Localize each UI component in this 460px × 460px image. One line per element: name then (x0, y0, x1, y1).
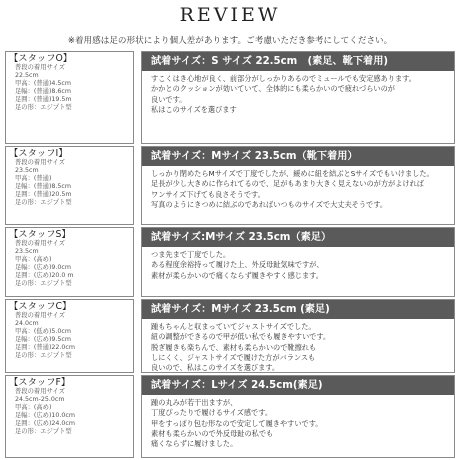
review-panel (141, 227, 455, 297)
comment-line: 踵もちゃんと収まっていてジャストサイズでした。 (151, 322, 316, 331)
comment-line: つま先まで丁度でした。 (151, 250, 231, 259)
staff-spec-line: 甲高：(高め) (15, 256, 52, 263)
comment-line: 脱ぎ履きも楽ちんで、素材も柔らかいので靴擦れも (151, 342, 317, 352)
tried-size-bar: 試着サイズ：Mサイズ 23.5cm (素足) (142, 300, 454, 319)
tried-size-bar: 試着サイズ：Lサイズ 24.5cm(素足) (142, 376, 454, 395)
tried-size-bar: 試着サイズ：Mサイズ 23.5cm（靴下着用） (142, 147, 454, 166)
staff-spec-line: 足幅：(普通)8.6cm (15, 88, 72, 95)
staff-profile (5, 227, 134, 297)
staff-profile (5, 299, 134, 373)
review-row (5, 51, 455, 144)
staff-spec-line: 普段の着用サイズ (15, 64, 65, 71)
staff-spec-line: 足の形：エジプト型 (15, 199, 72, 206)
staff-spec-line: 足幅：(広め)9.0cm (15, 264, 72, 271)
staff-spec-line: 普段の着用サイズ (15, 312, 65, 319)
review-panel (141, 51, 455, 144)
comment-line: 痛くならずに履けました。 (151, 439, 238, 449)
staff-spec-line: 23.5cm (15, 167, 39, 174)
comment-line: ワンサイズ下げても良さそうです。 (151, 189, 265, 199)
staff-profile (5, 51, 134, 144)
staff-spec-line: 足の形：エジプト型 (15, 352, 72, 359)
staff-spec-line: 足幅：(普通)8.5cm (15, 183, 72, 190)
review-panel (141, 146, 455, 225)
staff-spec-line: 足囲：(広め)20.0 m (15, 272, 74, 279)
staff-name: 【スタッフO】 (9, 53, 73, 64)
comment-line: 良いです。 (151, 94, 187, 104)
review-row (5, 146, 455, 225)
review-comment (142, 71, 454, 115)
staff-spec-line: 普段の着用サイズ (15, 240, 65, 247)
staff-name: 【スタッフC】 (9, 301, 72, 312)
staff-profile (5, 375, 134, 458)
staff-spec-line: 足幅：(広め)9.5cm (15, 336, 72, 343)
review-row (5, 375, 455, 458)
staff-spec-line: 甲高：(普通) (15, 175, 52, 182)
staff-spec-line: 足の形：エジプト型 (15, 428, 72, 435)
comment-line: しにくく、ジャストサイズで履けた方がバランスも (151, 352, 316, 362)
comment-line: 良いので、私はこのサイズを選びます。 (151, 363, 280, 373)
comment-line: ある程度余裕持って履けた上、外反母趾気味ですが、 (151, 260, 324, 270)
staff-spec-line: 足の形：エジプト型 (15, 104, 72, 111)
staff-spec-line: 普段の着用サイズ (15, 159, 65, 166)
staff-profile (5, 146, 134, 225)
review-comment (142, 319, 454, 373)
fit-notice: ※着用感は足の形状により個人差があります。ご考慮いただき参考にしてください。 (67, 36, 393, 46)
staff-spec-line: 足囲：(普通)20.5m (15, 191, 72, 198)
staff-spec-line: 甲高：(普通)4.5cm (15, 80, 72, 87)
staff-spec-line: 24.0cm (15, 320, 39, 327)
review-row (5, 227, 455, 297)
staff-name: 【スタッフS】 (9, 229, 71, 240)
staff-spec-line: 23.5cm (15, 248, 39, 255)
staff-spec-line: 22.5cm (15, 72, 39, 79)
comment-line: 紐の調整ができるので甲が低い私でも履きやすいです。 (151, 332, 331, 342)
staff-spec-line: 足囲：(普通)22.0cm (15, 344, 76, 351)
comment-line: すこくはき心地が良く、前部分がしっかりあるのでミュールでも安定感あります。 (151, 74, 416, 83)
comment-line: しっかり閉めたらMサイズで丁度でしたが、緩めに紐を結ぶとSサイズでもいけました。 (151, 169, 434, 178)
review-comment (142, 247, 454, 281)
comment-line: 素材も柔らかいので外反母趾の私でも (151, 428, 274, 438)
staff-spec-line: 足の形：エジプト型 (15, 280, 72, 287)
tried-size-bar: 試着サイズ:Mサイズ 23.5cm（素足） (142, 228, 454, 247)
staff-spec-line: 足囲：(普通)19.5m (15, 96, 72, 103)
review-panel (141, 299, 455, 373)
comment-line: 丁度ぴったりで履けるサイズ感です。 (151, 408, 273, 418)
review-comment (142, 395, 454, 449)
comment-line: 甲をすっぽり包む形なので安定して履きやすいです。 (151, 418, 323, 428)
staff-spec-line: 甲高：(低め)5.0cm (15, 328, 72, 335)
staff-spec-line: 24.5cm-25.0cm (15, 396, 65, 403)
comment-line: かかとのクッションが効いていて、全体的にも柔らかいので疲れづらいのが (151, 84, 395, 94)
review-comment (142, 166, 454, 210)
comment-line: 踵の丸みが若干出ますが、 (151, 398, 238, 407)
staff-name: 【スタッフI】 (9, 148, 68, 159)
comment-line: 素材が柔らかいので痛くならず履きやすく感じます。 (151, 270, 323, 280)
review-panel (141, 375, 455, 458)
staff-spec-line: 甲高：(高め) (15, 404, 52, 411)
staff-name: 【スタッフF】 (9, 377, 71, 388)
comment-line: 写真のようにきつめに結ぶのであればいつものサイズで大丈夫そうです。 (151, 199, 388, 209)
staff-spec-line: 足幅：(広め)10.0cm (15, 412, 76, 419)
tried-size-bar: 試着サイズ：S サイズ 22.5cm (素足、靴下着用) (142, 52, 454, 71)
comment-line: 足長が少し大きめに作られてるので、足がもあまり大きく見えないのが方がよければ (151, 179, 424, 189)
staff-spec-line: 足囲：(広め)24.0cm (15, 420, 76, 427)
page-title: REVIEW (179, 4, 281, 26)
review-row (5, 299, 455, 373)
comment-line: 私はこのサイズを選びます (151, 104, 237, 114)
staff-spec-line: 普段の着用サイズ (15, 388, 65, 395)
